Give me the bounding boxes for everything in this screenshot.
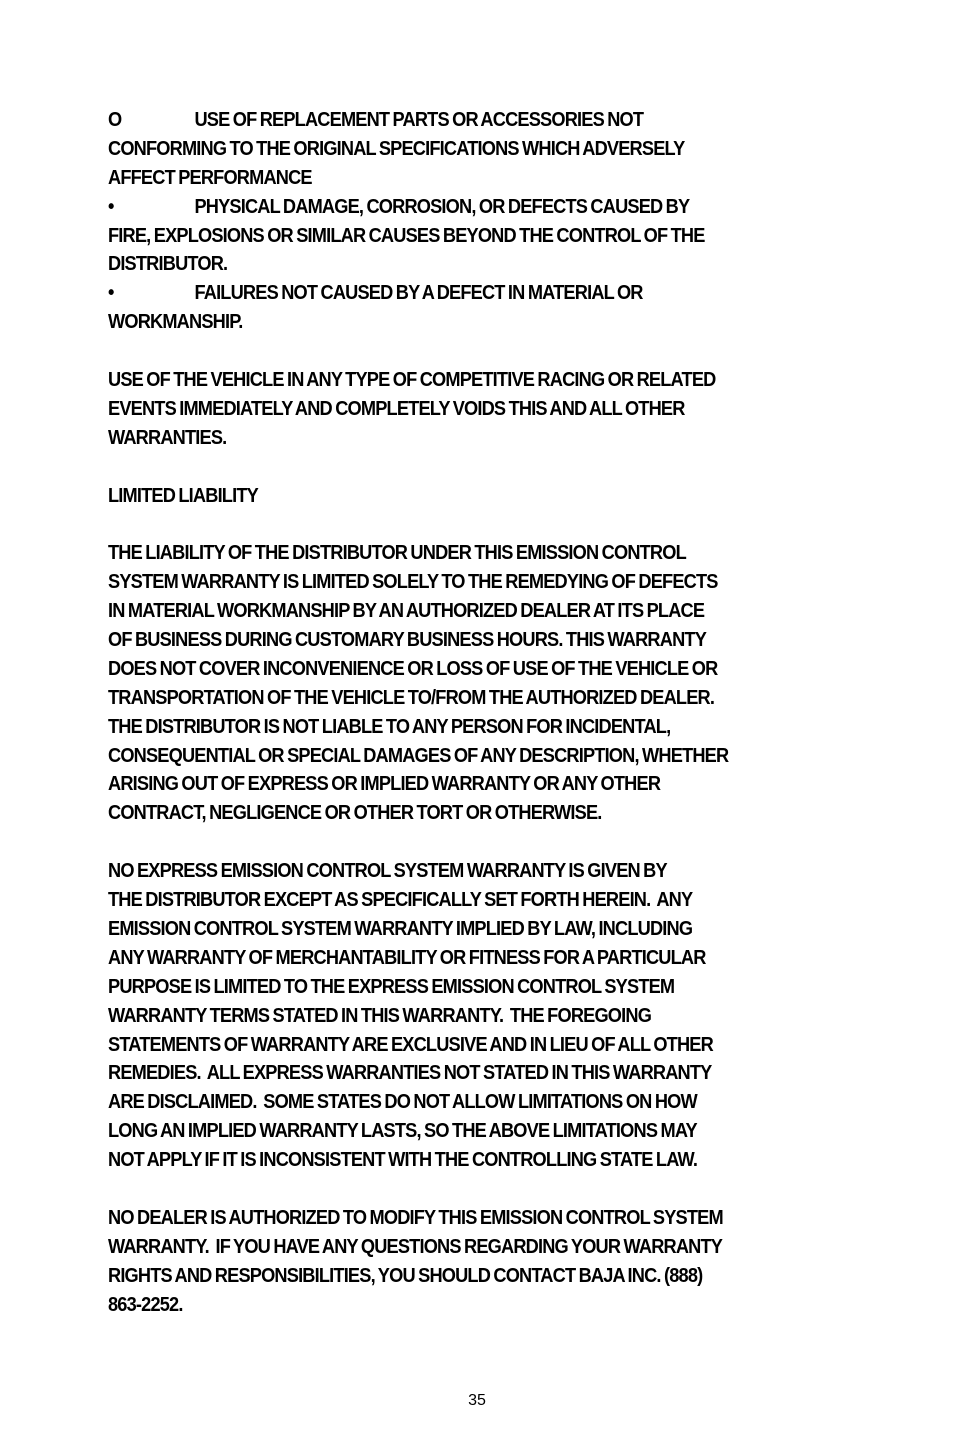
spacer (108, 828, 800, 857)
bullet-icon: • (108, 195, 114, 218)
paragraph-line: NO EXPRESS EMISSION CONTROL SYSTEM WARRANTY IS GIVEN BY (108, 860, 667, 883)
paragraph-line: ARISING OUT OF EXPRESS OR IMPLIED WARRANTY OR ANY OTHER (108, 773, 661, 796)
paragraph-line: RIGHTS AND RESPONSIBILITIES, YOU SHOULD CONTACT BAJA INC. (888) (108, 1264, 703, 1287)
paragraph-line: EVENTS IMMEDIATELY AND COMPLETELY VOIDS THIS AND ALL OTHER (108, 397, 685, 420)
section-heading: LIMITED LIABILITY (108, 484, 258, 507)
exclusion-text: USE OF REPLACEMENT PARTS OR ACCESSORIES NOT (194, 109, 644, 131)
exclusion-text: CONFORMING TO THE ORIGINAL SPECIFICATIONS WHICH ADVERSELY (108, 137, 685, 160)
exclusion-text: DISTRIBUTOR. (108, 253, 228, 276)
paragraph-line: USE OF THE VEHICLE IN ANY TYPE OF COMPETITIVE RACING OR RELATED (108, 369, 716, 392)
paragraph-line: STATEMENTS OF WARRANTY ARE EXCLUSIVE AND IN LIEU OF ALL OTHER (108, 1033, 713, 1056)
paragraph-line: CONSEQUENTIAL OR SPECIAL DAMAGES OF ANY DESCRIPTION, WHETHER (108, 744, 729, 767)
liability-paragraph (108, 539, 800, 828)
paragraph-line: EMISSION CONTROL SYSTEM WARRANTY IMPLIED BY LAW, INCLUDING (108, 917, 693, 940)
paragraph-line: LONG AN IMPLIED WARRANTY LASTS, SO THE ABOVE LIMITATIONS MAY (108, 1120, 697, 1143)
spacer (108, 510, 800, 539)
racing-paragraph (108, 366, 800, 453)
paragraph-line: CONTRACT, NEGLIGENCE OR OTHER TORT OR OTHERWISE. (108, 802, 602, 825)
exclusion-item (108, 279, 800, 337)
paragraph-line: WARRANTY. IF YOU HAVE ANY QUESTIONS REGARDING YOUR WARRANTY (108, 1235, 723, 1258)
paragraph-line: PURPOSE IS LIMITED TO THE EXPRESS EMISSION CONTROL SYSTEM (108, 975, 675, 998)
paragraph-line: ANY WARRANTY OF MERCHANTABILITY OR FITNESS FOR A PARTICULAR (108, 946, 706, 969)
exclusion-list (108, 106, 800, 337)
exclusion-text: FIRE, EXPLOSIONS OR SIMILAR CAUSES BEYOND THE CONTROL OF THE (108, 224, 705, 247)
paragraph-line: NOT APPLY IF IT IS INCONSISTENT WITH THE CONTROLLING STATE LAW. (108, 1149, 698, 1172)
paragraph-line: THE DISTRIBUTOR EXCEPT AS SPECIFICALLY SET FORTH HEREIN. ANY (108, 889, 693, 912)
spacer (108, 1175, 800, 1204)
paragraph-line: IN MATERIAL WORKMANSHIP BY AN AUTHORIZED DEALER AT ITS PLACE (108, 600, 705, 623)
document-body (108, 106, 800, 1319)
exclusion-item (108, 193, 800, 280)
paragraph-line: WARRANTIES. (108, 426, 227, 449)
paragraph-line: TRANSPORTATION OF THE VEHICLE TO/FROM THE AUTHORIZED DEALER. (108, 686, 715, 709)
paragraph-line: NO DEALER IS AUTHORIZED TO MODIFY THIS EMISSION CONTROL SYSTEM (108, 1206, 723, 1229)
paragraph-line: SYSTEM WARRANTY IS LIMITED SOLELY TO THE REMEDYING OF DEFECTS (108, 571, 718, 594)
paragraph-line: THE DISTRIBUTOR IS NOT LIABLE TO ANY PERSON FOR INCIDENTAL, (108, 715, 671, 738)
exclusion-item (108, 106, 800, 193)
paragraph-line: 863-2252. (108, 1293, 183, 1316)
exclusion-text: FAILURES NOT CAUSED BY A DEFECT IN MATERIAL OR (194, 282, 643, 305)
dealer-paragraph (108, 1204, 800, 1320)
exclusion-text: PHYSICAL DAMAGE, CORROSION, OR DEFECTS CAUSED BY (194, 195, 690, 218)
paragraph-line: REMEDIES. ALL EXPRESS WARRANTIES NOT STATED IN THIS WARRANTY (108, 1062, 712, 1085)
paragraph-line: WARRANTY TERMS STATED IN THIS WARRANTY. THE FOREGOING (108, 1004, 652, 1027)
paragraph-line: THE LIABILITY OF THE DISTRIBUTOR UNDER THIS EMISSION CONTROL (108, 542, 686, 565)
spacer (108, 337, 800, 366)
list-marker: O (108, 109, 122, 131)
express-warranty-paragraph (108, 857, 800, 1175)
paragraph-line: DOES NOT COVER INCONVENIENCE OR LOSS OF USE OF THE VEHICLE OR (108, 657, 718, 680)
paragraph-line: ARE DISCLAIMED. SOME STATES DO NOT ALLOW LIMITATIONS ON HOW (108, 1091, 697, 1114)
exclusion-text: AFFECT PERFORMANCE (108, 166, 312, 189)
page-number: 35 (468, 1392, 486, 1409)
spacer (108, 453, 800, 482)
paragraph-line: OF BUSINESS DURING CUSTOMARY BUSINESS HOURS. THIS WARRANTY (108, 629, 707, 652)
exclusion-text: WORKMANSHIP. (108, 311, 243, 334)
bullet-icon: • (108, 282, 114, 305)
